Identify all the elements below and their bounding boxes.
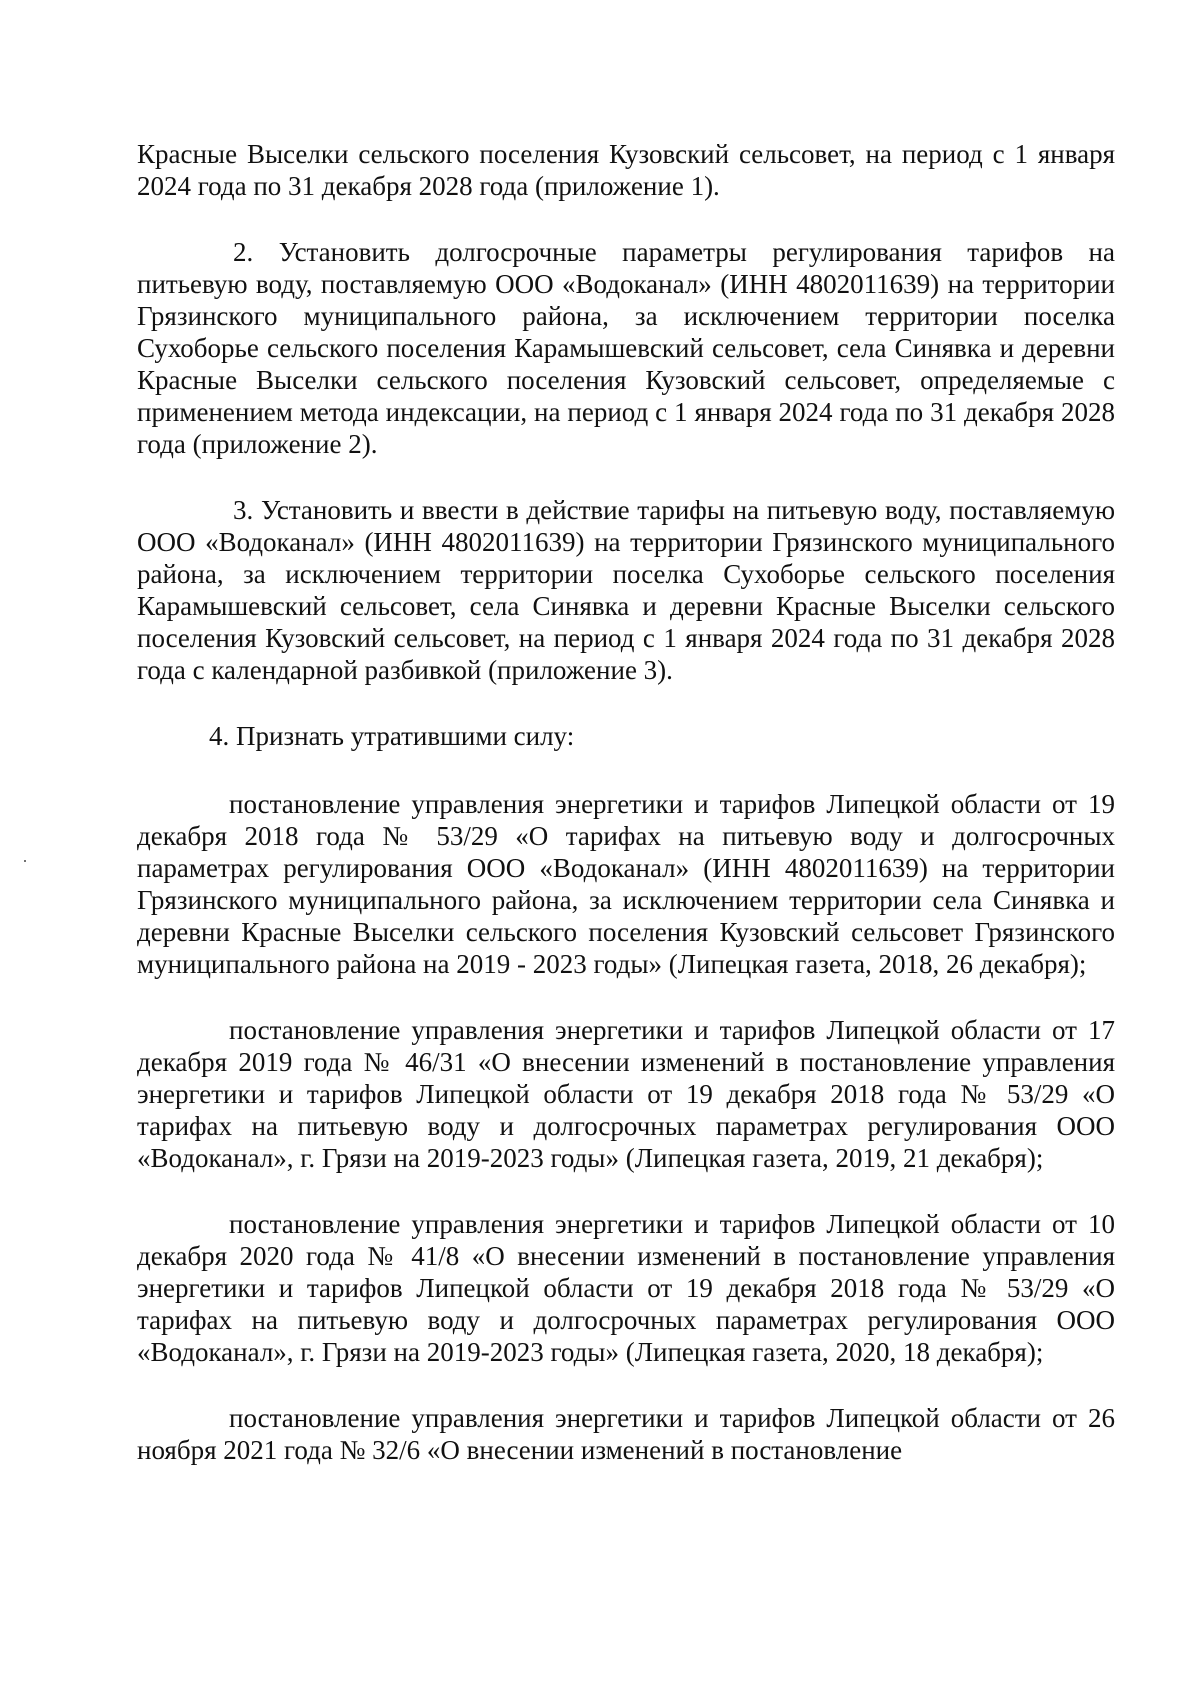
item-2-paragraph: 2. Установить долгосрочные параметры регулирования тарифов на питьевую воду, поставляемую ООО «Водоканал» (ИНН 4802011639) на территории Грязинского муниципального района, за исключением территории поселка Сухоборье сельского поселения Карамышевский сельсовет, села Синявка и деревни Красные Выселки сельского поселения Кузовский сельсовет, определяемые с применением метода индексации, на период с 1 января 2024 года по 31 декабря 2028 года (приложение 2). — [137, 237, 1115, 459]
repealed-resolution-3: постановление управления энергетики и тарифов Липецкой области от 10 декабря 2020 года № 41/8 «О внесении изменений в постановление управления энергетики и тарифов Липецкой области от 19 декабря 2018 года № 53/29 «О тарифах на питьевую воду и долгосрочных параметрах регулирования ООО «Водоканал», г. Грязи на 2019-2023 годы» (Липецкая газета, 2020, 18 декабря); — [137, 1209, 1115, 1367]
item-4-paragraph: 4. Признать утратившими силу: — [209, 721, 575, 751]
repealed-resolution-2: постановление управления энергетики и тарифов Липецкой области от 17 декабря 2019 года № 46/31 «О внесении изменений в постановление управления энергетики и тарифов Липецкой области от 19 декабря 2018 года № 53/29 «О тарифах на питьевую воду и долгосрочных параметрах регулирования ООО «Водоканал», г. Грязи на 2019-2023 годы» (Липецкая газета, 2019, 21 декабря); — [137, 1015, 1115, 1173]
item-3-paragraph: 3. Установить и ввести в действие тарифы на питьевую воду, поставляемую ООО «Водоканал» (ИНН 4802011639) на территории Грязинского муниципального района, за исключением территории поселка Сухоборье сельского поселения Карамышевский сельсовет, села Синявка и деревни Красные Выселки сельского поселения Кузовский сельсовет, на период с 1 января 2024 года по 31 декабря 2028 года с календарной разбивкой (приложение 3). — [137, 495, 1115, 685]
document-body — [137, 138, 1115, 1466]
continuation-paragraph: Красные Выселки сельского поселения Кузовский сельсовет, на период с 1 января 2024 года по 31 декабря 2028 года (приложение 1). — [137, 139, 1115, 201]
repealed-resolution-4: постановление управления энергетики и тарифов Липецкой области от 26 ноября 2021 года № 32/6 «О внесении изменений в постановление — [137, 1403, 1115, 1465]
repealed-resolution-1: постановление управления энергетики и тарифов Липецкой области от 19 декабря 2018 года № 53/29 «О тарифах на питьевую воду и долгосрочных параметрах регулирования ООО «Водоканал» (ИНН 4802011639) на территории Грязинского муниципального района, за исключением территории села Синявка и деревни Красные Выселки сельского поселения Кузовский сельсовет Грязинского муниципального района на 2019 - 2023 годы» (Липецкая газета, 2018, 26 декабря); — [137, 789, 1115, 979]
scan-artifact-dot — [24, 860, 26, 862]
